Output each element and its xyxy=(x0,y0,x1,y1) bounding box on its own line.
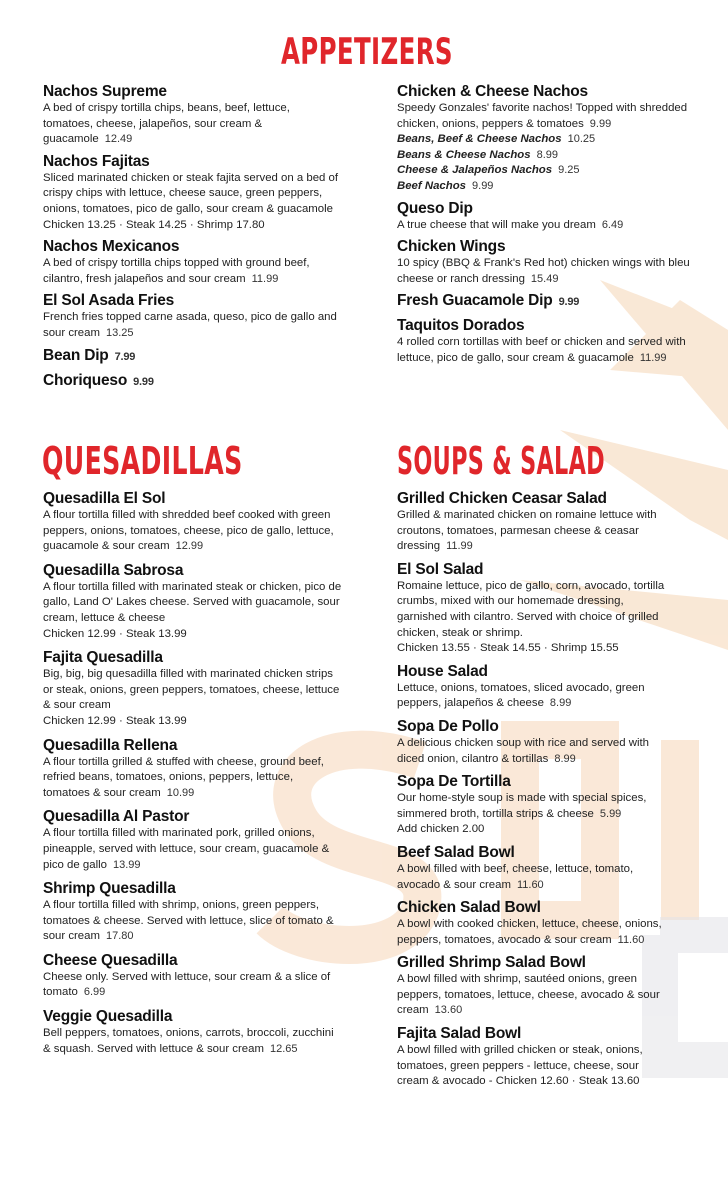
menu-item-variant xyxy=(397,163,697,179)
menu-item-description xyxy=(397,681,667,712)
menu-item-title: Shrimp Quesadilla xyxy=(43,880,176,898)
description-text: Big, big, big quesadilla filled with marinated chicken strips or steak, onions, green peppers, tomatoes, cheese, lettuce & sour cream xyxy=(43,668,340,712)
menu-item-name xyxy=(397,237,697,256)
menu-item-name xyxy=(43,237,343,256)
menu-item-price: 5.99 xyxy=(599,807,622,820)
menu-item xyxy=(43,82,343,148)
description-text: 4 rolled corn tortillas with beef or chicken and served with lettuce, pico de gallo, sour cream & guacamole xyxy=(397,336,686,364)
menu-item-title: Sopa De Pollo xyxy=(397,717,499,735)
menu-item-name xyxy=(397,953,667,972)
menu-item-description xyxy=(43,667,343,714)
menu-item-name xyxy=(397,489,667,508)
menu-item xyxy=(397,662,667,712)
menu-item xyxy=(43,951,343,1001)
menu-item-description xyxy=(397,972,667,1019)
menu-item xyxy=(397,237,697,287)
description-text: Speedy Gonzales' favorite nachos! Topped with shredded chicken, onions, peppers & tomatoes xyxy=(397,102,688,130)
description-text: A bed of crispy tortilla chips, beans, beef, lettuce, tomatoes, cheese, jalapeños, sour cream & guacamole xyxy=(43,102,290,146)
menu-item xyxy=(397,843,667,893)
description-text: A bowl filled with shrimp, sautéed onions, green peppers, tomatoes, lettuce, cheese, avocado & sour cream xyxy=(397,973,660,1017)
menu-item-title: Nachos Mexicanos xyxy=(43,238,180,256)
menu-item-title: Sopa De Tortilla xyxy=(397,773,511,791)
menu-item xyxy=(43,736,343,802)
menu-item-name xyxy=(397,199,697,218)
menu-item-description xyxy=(397,736,667,767)
variant-price: 10.25 xyxy=(567,133,596,146)
menu-item-description xyxy=(43,256,343,287)
menu-item-title: El Sol Salad xyxy=(397,560,484,578)
menu-item-price: 8.99 xyxy=(549,697,572,710)
menu-item-prices: Chicken 12.99 · Steak 13.99 xyxy=(43,627,187,640)
menu-item xyxy=(43,237,343,287)
description-text: A true cheese that will make you dream xyxy=(397,218,596,231)
menu-item-price: 17.80 xyxy=(105,930,134,943)
menu-item-name xyxy=(43,82,343,101)
menu-item-description xyxy=(397,917,667,948)
menu-item-name xyxy=(397,898,667,917)
menu-item-price: 7.99 xyxy=(114,350,136,363)
variant-name: Beans & Cheese Nachos xyxy=(397,148,531,161)
menu-item xyxy=(397,82,697,195)
menu-item-variant xyxy=(397,132,697,148)
menu-item-name xyxy=(43,951,343,970)
menu-item-title: Bean Dip xyxy=(43,346,109,364)
description-text: 10 spicy (BBQ & Frank's Red hot) chicken wings with bleu cheese or ranch dressing xyxy=(397,257,690,285)
menu-item-description xyxy=(397,791,667,822)
menu-item-price: 12.65 xyxy=(269,1042,298,1055)
menu-item xyxy=(43,152,343,233)
description-text: A flour tortilla filled with shrimp, onions, green peppers, tomatoes & cheese. Served with lettuce, slice of tomato & sour cream xyxy=(43,899,334,943)
menu-item-prices: Chicken 13.55 · Steak 14.55 · Shrimp 15.55 xyxy=(397,642,619,655)
menu-item xyxy=(397,898,667,948)
menu-item-price: 13.60 xyxy=(434,1004,463,1017)
menu-item xyxy=(43,291,343,341)
menu-item-description xyxy=(43,898,343,945)
soups-salad-heading: SOUPS & SALAD xyxy=(397,439,606,484)
menu-item-price: 9.99 xyxy=(558,296,580,309)
menu-item-price: 11.99 xyxy=(446,540,473,553)
menu-item-description xyxy=(43,171,343,218)
menu-item-price: 12.49 xyxy=(104,133,133,146)
menu-item-title: Quesadilla Rellena xyxy=(43,736,178,754)
menu-item-title: Quesadilla El Sol xyxy=(43,490,166,507)
description-text: A delicious chicken soup with rice and served with diced onion, cilantro & tortillas xyxy=(397,736,649,765)
menu-item-name xyxy=(397,717,667,736)
menu-item xyxy=(397,560,667,657)
variant-name: Beans, Beef & Cheese Nachos xyxy=(397,133,562,146)
description-text: A flour tortilla filled with marinated steak or chicken, pico de gallo, Land O' Lakes cheese. Served with guacamole, sour cream, lettuce & cheese xyxy=(43,580,342,624)
menu-item-title: Beef Salad Bowl xyxy=(397,843,515,861)
menu-item xyxy=(43,489,343,555)
menu-item-title: Choriqueso xyxy=(43,371,128,389)
variant-price: 8.99 xyxy=(536,148,559,161)
menu-item-description xyxy=(43,101,343,148)
menu-item-description xyxy=(397,101,697,132)
menu-item-name xyxy=(397,316,697,335)
description-text: Our home-style soup is made with special spices, simmered broth, tortilla strips & cheese xyxy=(397,792,647,820)
menu-item-title: Cheese Quesadilla xyxy=(43,951,178,969)
menu-item-price: 10.99 xyxy=(166,786,195,799)
menu-item xyxy=(397,717,667,767)
menu-item-price: 11.99 xyxy=(639,351,667,364)
menu-item-extra: Add chicken 2.00 xyxy=(397,823,485,836)
menu-item-description xyxy=(397,218,697,234)
description-text: A bowl filled with grilled chicken or steak, onions, tomatoes, green peppers - lettuce, cheese, sour cream & avocado - Chicken 12.60 · Steak 13.60 xyxy=(397,1044,643,1088)
menu-item-name xyxy=(43,346,343,367)
menu-item-title: Chicken Salad Bowl xyxy=(397,899,541,917)
menu-item-price: 12.99 xyxy=(175,540,204,553)
quesadillas-column xyxy=(43,489,343,1063)
soups-salad-column xyxy=(397,489,667,1095)
menu-item-price: 9.99 xyxy=(133,375,154,388)
menu-item-name xyxy=(43,152,343,171)
menu-item-price: 9.99 xyxy=(589,117,612,130)
description-text: French fries topped carne asada, queso, pico de gallo and sour cream xyxy=(43,311,337,339)
menu-item-price: 8.99 xyxy=(554,752,576,765)
description-text: A flour tortilla filled with shredded beef cooked with green peppers, onions, tomatoes, cheese, pico de gallo, lettuce, guacamole & sour cream xyxy=(43,509,334,553)
menu-item-title: Chicken Wings xyxy=(397,238,506,256)
menu-item-name xyxy=(43,371,343,392)
menu-item-title: House Salad xyxy=(397,662,488,680)
description-text: A bowl with cooked chicken, lettuce, cheese, onions, peppers, tomatoes, avocado & sour cream xyxy=(397,918,662,946)
appetizers-heading: APPETIZERS xyxy=(281,30,453,74)
description-text: Sliced marinated chicken or steak fajita served on a bed of crispy chips with lettuce, cheese sauce, green peppers, onions, tomatoes, pico de gallo, sour cream & guacamole xyxy=(43,171,339,215)
menu-item-title: Fajita Salad Bowl xyxy=(397,1025,522,1043)
menu-item xyxy=(43,807,343,873)
menu-item xyxy=(397,489,667,555)
menu-item-title: Veggie Quesadilla xyxy=(43,1008,173,1026)
menu-item-description xyxy=(397,579,667,641)
description-text: A bed of crispy tortilla chips topped with ground beef, cilantro, fresh jalapeños and sour cream xyxy=(43,257,310,285)
menu-item-price: 11.60 xyxy=(516,878,544,891)
appetizers-right-column xyxy=(397,82,697,371)
menu-item-description xyxy=(43,970,343,1001)
menu-item-price: 6.49 xyxy=(601,218,624,231)
menu-item-title: Nachos Fajitas xyxy=(43,152,150,170)
appetizers-left-column xyxy=(43,82,343,396)
menu-item-title: El Sol Asada Fries xyxy=(43,292,175,310)
menu-item xyxy=(43,371,343,392)
menu-item-price: 11.99 xyxy=(251,272,279,285)
menu-item-name xyxy=(43,561,343,580)
menu-item xyxy=(43,346,343,367)
menu-item-title: Grilled Shrimp Salad Bowl xyxy=(397,954,586,972)
description-text: A flour tortilla grilled & stuffed with cheese, ground beef, refried beans, tomatoes, onions, peppers, lettuce, tomatoes & sour cream xyxy=(43,755,324,799)
menu-item-name xyxy=(397,560,667,579)
menu-item xyxy=(397,1024,667,1090)
description-text: Lettuce, onions, tomatoes, sliced avocado, green peppers, jalapeños & cheese xyxy=(397,681,645,710)
menu-item-name xyxy=(43,807,343,826)
menu-item-name xyxy=(43,879,343,898)
menu-item xyxy=(43,1007,343,1057)
menu-item-description xyxy=(43,1026,343,1057)
menu-item-name xyxy=(43,1007,343,1026)
menu-item xyxy=(397,316,697,366)
quesadillas-heading: QUESADILLAS xyxy=(42,439,243,484)
menu-item-description xyxy=(43,310,343,341)
description-text: Romaine lettuce, pico de gallo, corn, avocado, tortilla crumbs, mixed with our homemade dressing, garnished with cilantro. Served with choice of grilled chicken, steak or shrimp. xyxy=(397,579,665,639)
description-text: Bell peppers, tomatoes, onions, carrots, broccoli, zucchini & squash. Served with lettuce & sour cream xyxy=(43,1027,334,1055)
menu-item xyxy=(397,772,667,838)
menu-item-price: 15.49 xyxy=(530,272,559,285)
menu-item-name xyxy=(43,291,343,310)
menu-item-price: 13.99 xyxy=(112,858,141,871)
menu-item-price: 6.99 xyxy=(83,986,106,999)
menu-item-variant xyxy=(397,179,697,195)
menu-item-title: Quesadilla Sabrosa xyxy=(43,561,184,579)
menu-item xyxy=(397,953,667,1019)
menu-item-description xyxy=(397,335,697,366)
menu-item xyxy=(397,291,697,312)
menu-item-description xyxy=(43,580,343,627)
menu-item-name xyxy=(397,843,667,862)
variant-price: 9.25 xyxy=(558,164,580,177)
menu-item-price: 13.25 xyxy=(105,326,134,339)
menu-item xyxy=(397,199,697,234)
description-text: A bowl filled with beef, cheese, lettuce, tomato, avocado & sour cream xyxy=(397,862,634,891)
menu-item-prices: Chicken 13.25 · Steak 14.25 · Shrimp 17.80 xyxy=(43,218,265,231)
menu-item-price: 11.60 xyxy=(617,933,645,946)
menu-item-name xyxy=(397,662,667,681)
menu-item-variant xyxy=(397,148,697,164)
menu-item-description xyxy=(43,826,343,873)
menu-item xyxy=(43,561,343,642)
menu-item-title: Nachos Supreme xyxy=(43,83,167,100)
variant-name: Beef Nachos xyxy=(397,179,467,192)
menu-item-name xyxy=(43,648,343,667)
menu-item-description xyxy=(397,508,667,555)
menu-item-name xyxy=(397,772,667,791)
menu-item-title: Fresh Guacamole Dip xyxy=(397,292,553,310)
menu-item-description xyxy=(397,862,667,893)
menu-item xyxy=(43,648,343,729)
menu-item-description xyxy=(397,256,697,287)
menu-item-name xyxy=(397,1024,667,1043)
description-text: A flour tortilla filled with marinated pork, grilled onions, pineapple, served with lettuce, sour cream, guacamole & pico de gallo xyxy=(43,827,330,871)
description-text: Cheese only. Served with lettuce, sour cream & a slice of tomato xyxy=(43,970,331,999)
description-text: Grilled & marinated chicken on romaine lettuce with croutons, tomatoes, parmesan cheese & ceasar dressing xyxy=(397,509,657,553)
menu-item-prices: Chicken 12.99 · Steak 13.99 xyxy=(43,714,187,727)
menu-item-name xyxy=(397,291,697,312)
menu-item-title: Fajita Quesadilla xyxy=(43,649,163,667)
menu-item-description xyxy=(43,755,343,802)
menu-item-title: Quesadilla Al Pastor xyxy=(43,808,190,826)
variant-price: 9.99 xyxy=(472,179,494,192)
menu-item-name xyxy=(397,82,697,101)
menu-item-title: Chicken & Cheese Nachos xyxy=(397,83,588,100)
menu-item-name xyxy=(43,489,343,508)
menu-item-name xyxy=(43,736,343,755)
menu-item-description xyxy=(43,508,343,555)
variant-name: Cheese & Jalapeños Nachos xyxy=(397,164,553,177)
menu-item-title: Queso Dip xyxy=(397,199,473,217)
menu-item-description xyxy=(397,1043,667,1090)
menu-item-title: Taquitos Dorados xyxy=(397,317,525,335)
menu-item-title: Grilled Chicken Ceasar Salad xyxy=(397,490,607,507)
menu-item xyxy=(43,879,343,945)
